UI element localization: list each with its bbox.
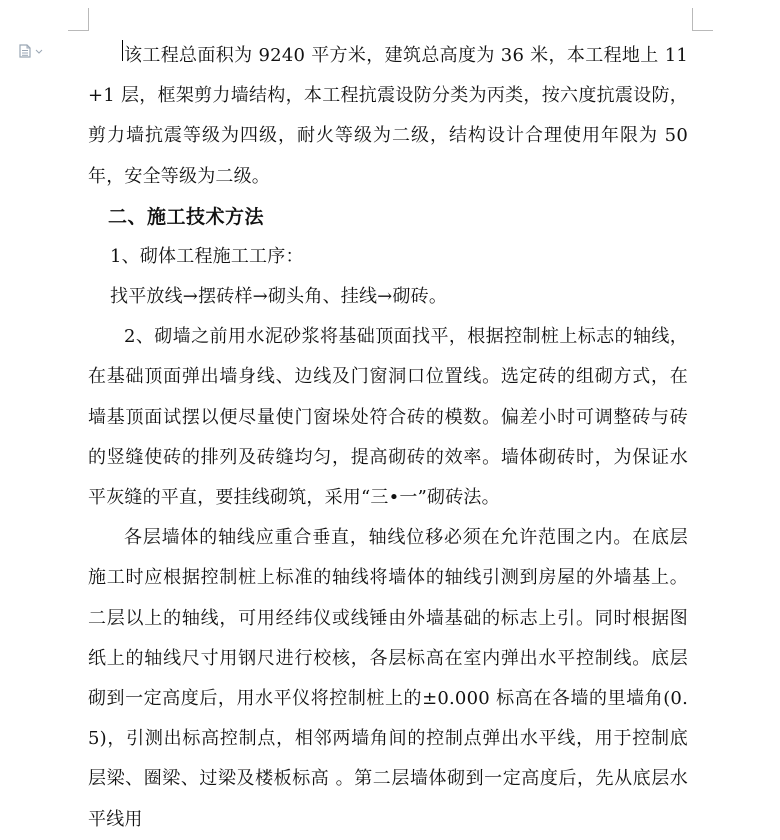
paragraph-axis-control: 各层墙体的轴线应重合垂直，轴线位移必须在允许范围之内。在底层施工时应根据控制桩上标准的轴线将墙体的轴线引测到房屋的外墙基上。二层以上的轴线，可用经纬仪或线锤由外墙基础的标志上引。同时根据图纸上的轴线尺寸用钢尺进行校核，各层标高在室内弹出水平控制线。底层砌到一定高度后，用水平仪将控制桩上的±0.000 标高在各墙的里墙角(0.5)，引测出标高控制点，相邻两墙角间的控制点弹出水平线，用于控制底层梁、圈梁、过梁及楼板标高 。第二层墙体砌到一定高度后，先从底层水平线用 (88, 527, 688, 830)
top-left-margin-mark (68, 8, 89, 31)
paragraph-wall-foundation: 2、砌墙之前用水泥砂浆将基础顶面找平，根据控制桩上标志的轴线，在基础顶面弹出墙身线、边线及门窗洞口位置线。选定砖的组砌方式，在墙基顶面试摆以便尽量使门窗垛处符合砖的模数。偏差小时可调整砖与砖的竖缝使砖的排列及砖缝均匀，提高砌砖的效率。墙体砌砖时，为保证水平灰缝的平直，要挂线砌筑，采用“三•一”砌砖法。 (88, 326, 688, 509)
section-heading: 二、施工技术方法 (108, 205, 265, 228)
procedure-sequence: 找平放线→摆砖样→砌头角、挂线→砌砖。 (110, 286, 448, 308)
list-item-masonry-procedure: 1、砌体工程施工工序： (110, 245, 304, 267)
document-icon[interactable] (18, 43, 48, 57)
paragraph-project-overview: 该工程总面积为 9240 平方米，建筑总高度为 36 米，本工程地上 11+1 层，框架剪力墙结构，本工程抗震设防分类为丙类，按六度抗震设防，剪力墙抗震等级为四级，耐火等级为二级，结构设计合理使用年限为 50 年，安全等级为二级。 (88, 45, 688, 187)
document-body[interactable] (88, 36, 688, 840)
top-right-margin-mark (692, 8, 713, 31)
